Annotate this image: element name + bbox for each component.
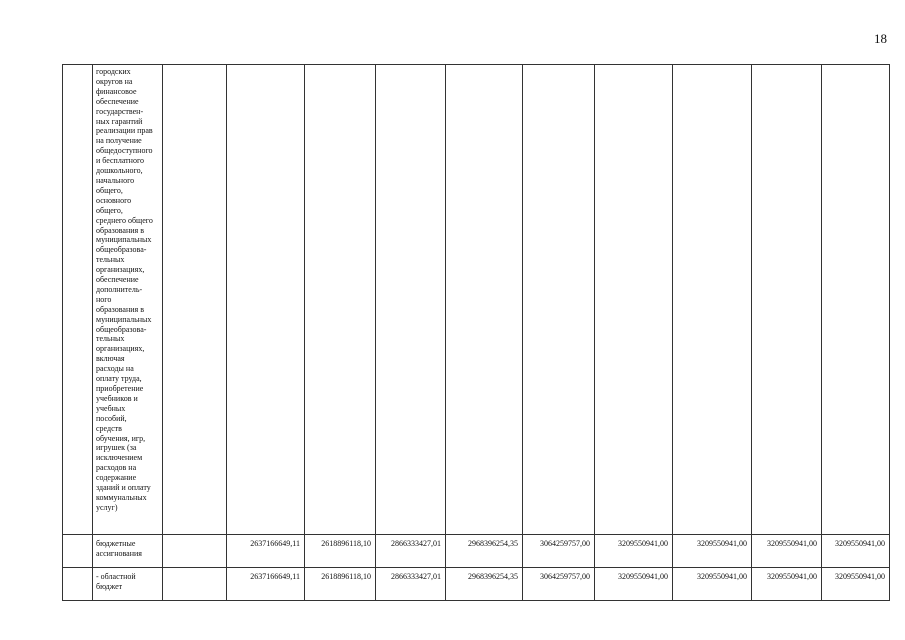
empty-cell bbox=[446, 65, 523, 535]
value-cell: 2866333427,01 bbox=[376, 535, 446, 568]
index-cell bbox=[63, 535, 93, 568]
row-label-cell bbox=[93, 535, 163, 568]
budget-table bbox=[62, 64, 890, 601]
table-row bbox=[63, 65, 890, 535]
empty-cell bbox=[376, 65, 446, 535]
value-cell: 2618896118,10 bbox=[305, 535, 376, 568]
value-cell: 3209550941,00 bbox=[822, 535, 890, 568]
empty-cell bbox=[163, 568, 227, 601]
empty-cell bbox=[822, 65, 890, 535]
value-cell: 3209550941,00 bbox=[673, 535, 752, 568]
index-cell bbox=[63, 568, 93, 601]
value-cell: 2618896118,10 bbox=[305, 568, 376, 601]
value-cell: 2968396254,35 bbox=[446, 535, 523, 568]
empty-cell bbox=[227, 65, 305, 535]
description-text: городских округов на финансовое обеспечение государствен- ных гарантий реализации прав на получение общедоступного и бесплатного дошкольного, начального общего, основного общего, среднего общего образования в муниципальных общеобразова- тельных организациях, обеспечение дополнитель- ного образования в муниципальных общеобразова- тельных организациях, включая расходы на оплату труда, приобретение учебников и учебных пособий, средств обучения, игр, игрушек (за исключением расходов на содержание зданий и оплату коммунальных услуг) bbox=[96, 67, 153, 512]
value-cell: 3209550941,00 bbox=[752, 568, 822, 601]
empty-cell bbox=[673, 65, 752, 535]
row-label: - областной бюджет bbox=[96, 572, 136, 591]
row-label: бюджетные ассигнования bbox=[96, 539, 142, 558]
empty-cell bbox=[752, 65, 822, 535]
empty-cell bbox=[163, 535, 227, 568]
page-number: 18 bbox=[874, 31, 887, 46]
value-cell: 3064259757,00 bbox=[523, 568, 595, 601]
value-cell: 3209550941,00 bbox=[595, 568, 673, 601]
empty-cell bbox=[305, 65, 376, 535]
value-cell: 2637166649,11 bbox=[227, 535, 305, 568]
value-cell: 3209550941,00 bbox=[822, 568, 890, 601]
row-label-cell bbox=[93, 568, 163, 601]
index-cell bbox=[63, 65, 93, 535]
value-cell: 3209550941,00 bbox=[752, 535, 822, 568]
table-row bbox=[63, 535, 890, 568]
value-cell: 3209550941,00 bbox=[595, 535, 673, 568]
value-cell: 2968396254,35 bbox=[446, 568, 523, 601]
value-cell: 2637166649,11 bbox=[227, 568, 305, 601]
value-cell: 3209550941,00 bbox=[673, 568, 752, 601]
value-cell: 2866333427,01 bbox=[376, 568, 446, 601]
table-row bbox=[63, 568, 890, 601]
empty-cell bbox=[595, 65, 673, 535]
description-cell bbox=[93, 65, 163, 535]
empty-cell bbox=[523, 65, 595, 535]
empty-cell bbox=[163, 65, 227, 535]
value-cell: 3064259757,00 bbox=[523, 535, 595, 568]
